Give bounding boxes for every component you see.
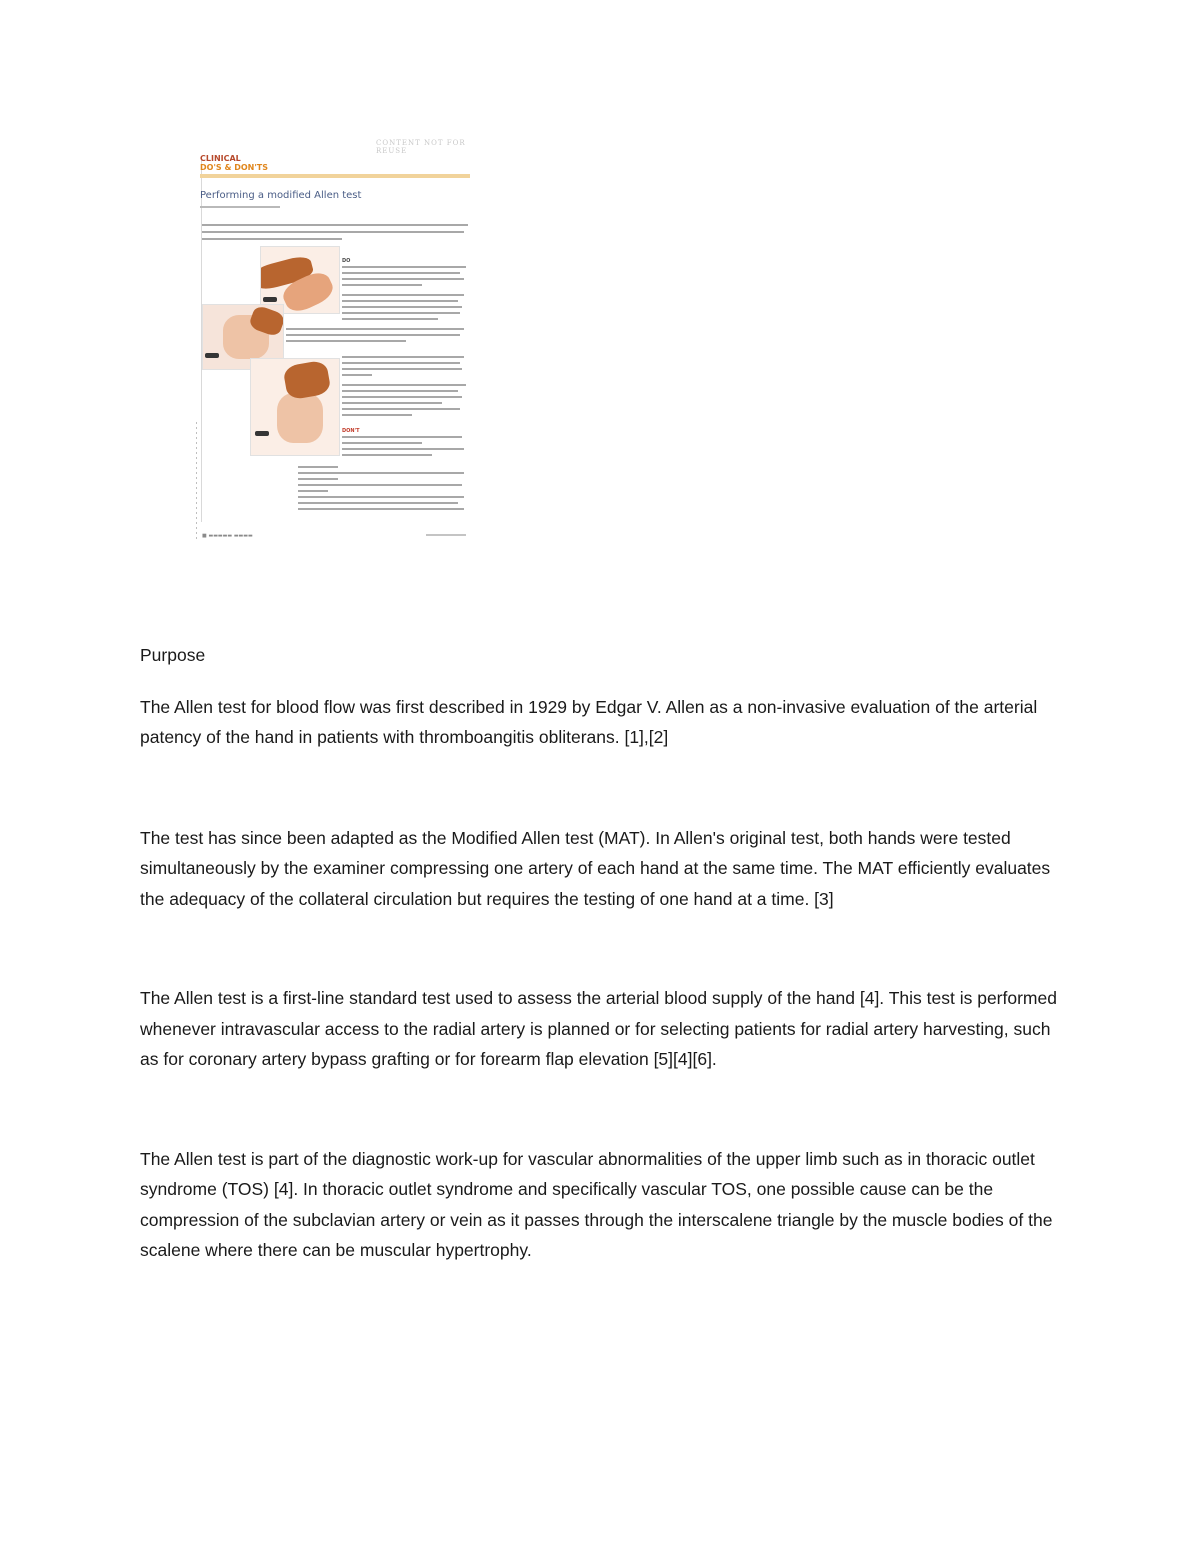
figure-title: Performing a modified Allen test	[200, 190, 362, 201]
hand-photo-3	[250, 358, 340, 456]
figure-section-do: DO	[342, 258, 351, 264]
paragraph-4: The Allen test is part of the diagnostic work-up for vascular abnormalities of the upper limb such as in thoracic outlet syndrome (TOS) [4]. In thoracic outlet syndrome and specifically vascular TOS, one possible cause can be the compression of the subclavian artery or vein as it passes through the interscalene triangle by the muscle bodies of the scalene where there can be muscular hypertrophy.	[140, 1148, 1053, 1260]
figure-header-clinical: CLINICAL	[200, 154, 241, 163]
paragraph-1: The Allen test for blood flow was first described in 1929 by Edgar V. Allen as a non-invasive evaluation of the arterial patency of the hand in patients with thromboangitis obliterans. [1],[2]	[140, 696, 1038, 747]
figure-text-line	[202, 224, 468, 226]
figure-header-band	[200, 174, 470, 178]
article-figure	[198, 132, 478, 542]
document-body	[140, 640, 1070, 1266]
paragraph-2: The test has since been adapted as the Modified Allen test (MAT). In Allen's original test, both hands were tested simultaneously by the examiner compressing one artery of each hand at the same time. The MAT efficiently evaluates the adequacy of the collateral circulation but requires the testing of one hand at a time. [3]	[140, 827, 1051, 909]
paragraph-3: The Allen test is a first-line standard test used to assess the arterial blood supply of the hand [4]. This test is performed whenever intravascular access to the radial artery is planned or for selecting patients for radial artery harvesting, such as for coronary artery bypass grafting or for forearm flap elevation [5][4][6].	[140, 988, 1057, 1069]
figure-section-dont: DON'T	[342, 428, 360, 434]
figure-watermark: CONTENT NOT FOR REUSE	[376, 139, 466, 155]
figure-footer: ■ ▬▬▬▬▬ ▬▬▬▬	[202, 533, 253, 539]
figure-header-dos-donts: DO'S & DON'TS	[200, 163, 269, 172]
section-heading: Purpose	[140, 645, 206, 665]
figure-footer-right	[426, 534, 466, 536]
figure-side-text	[196, 422, 197, 542]
figure-byline	[200, 206, 280, 208]
figure-text-line	[202, 238, 342, 240]
figure-text-line	[202, 231, 464, 233]
